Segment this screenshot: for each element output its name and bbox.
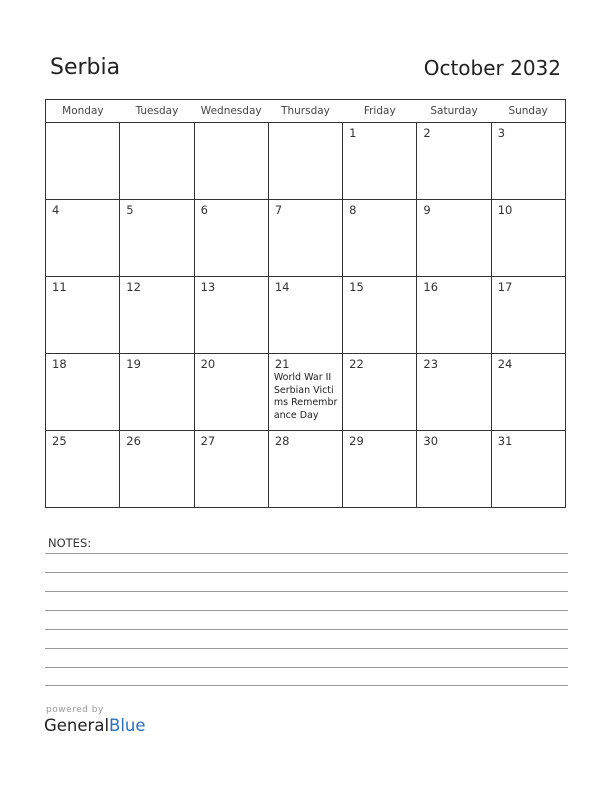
day-cell [343, 277, 417, 354]
calendar-grid [45, 99, 566, 508]
day-cell [120, 200, 194, 277]
day-number: 26 [126, 434, 141, 448]
day-cell [491, 123, 565, 200]
weekday-header: Friday [343, 100, 417, 123]
day-number: 17 [497, 280, 513, 294]
day-cell [46, 200, 120, 277]
day-number: 4 [52, 203, 60, 217]
day-number: 1 [349, 126, 357, 140]
day-number: 10 [497, 203, 513, 217]
day-number: 5 [126, 203, 134, 217]
week-row [46, 200, 566, 277]
empty-day-cell [46, 123, 120, 200]
day-number: 2 [423, 126, 431, 140]
day-cell [491, 354, 565, 431]
day-cell [268, 354, 342, 431]
day-number: 8 [349, 203, 357, 217]
day-cell [491, 277, 565, 354]
day-cell [194, 277, 268, 354]
day-cell [491, 431, 565, 508]
day-number: 21 [274, 357, 290, 371]
day-number: 24 [497, 357, 513, 371]
day-cell [343, 200, 417, 277]
notes-label: NOTES: [48, 536, 92, 550]
powered-by-text: powered by [46, 705, 104, 715]
day-cell [417, 354, 491, 431]
week-row [46, 123, 566, 200]
day-number: 6 [200, 203, 208, 217]
day-cell [46, 431, 120, 508]
day-cell [268, 277, 342, 354]
note-line [45, 572, 568, 573]
day-number: 12 [126, 280, 141, 294]
weekday-header: Saturday [417, 100, 491, 123]
day-cell [120, 277, 194, 354]
month-year-title: October 2032 [423, 56, 561, 80]
day-number: 20 [200, 357, 216, 371]
day-cell [46, 354, 120, 431]
generalblue-logo [44, 716, 146, 735]
weekday-header: Sunday [491, 100, 565, 123]
day-cell [268, 431, 342, 508]
day-number: 31 [497, 434, 513, 448]
day-number: 14 [274, 280, 290, 294]
day-number: 30 [423, 434, 439, 448]
day-cell [194, 431, 268, 508]
day-number: 15 [349, 280, 364, 294]
weekday-header: Wednesday [194, 100, 268, 123]
week-row [46, 354, 566, 431]
holiday-label: World War II Serbian Victims Remembrance Day [273, 372, 338, 421]
day-cell [417, 123, 491, 200]
day-number: 29 [349, 434, 364, 448]
day-cell [417, 200, 491, 277]
day-cell [417, 277, 491, 354]
note-line [45, 629, 568, 630]
day-cell [343, 123, 417, 200]
day-number: 23 [423, 357, 439, 371]
day-number: 9 [423, 203, 431, 217]
day-cell [120, 354, 194, 431]
week-row [46, 277, 566, 354]
empty-day-cell [194, 123, 268, 200]
day-cell [268, 200, 342, 277]
note-line [45, 685, 568, 686]
day-cell [120, 431, 194, 508]
day-number: 22 [349, 357, 364, 371]
note-line [45, 648, 568, 649]
day-number: 7 [274, 203, 283, 217]
weekday-header: Thursday [268, 100, 342, 123]
day-number: 28 [274, 434, 290, 448]
day-number: 11 [52, 280, 67, 294]
day-number: 19 [126, 357, 141, 371]
note-line [45, 553, 568, 554]
note-line [45, 591, 568, 592]
empty-day-cell [268, 123, 342, 200]
day-number: 27 [200, 434, 216, 448]
empty-day-cell [120, 123, 194, 200]
week-row [46, 431, 566, 508]
note-line [45, 667, 568, 668]
day-cell [194, 354, 268, 431]
note-line [45, 610, 568, 611]
day-cell [417, 431, 491, 508]
day-number: 16 [423, 280, 439, 294]
brand-general: General [44, 716, 110, 735]
day-cell [46, 277, 120, 354]
day-cell [194, 200, 268, 277]
brand-blue: Blue [109, 716, 146, 735]
weekday-header: Tuesday [120, 100, 194, 123]
day-number: 18 [52, 357, 67, 371]
day-number: 25 [52, 434, 67, 448]
day-number: 3 [497, 126, 506, 140]
weekday-header-row [46, 100, 566, 123]
day-cell [343, 354, 417, 431]
day-cell [491, 200, 565, 277]
weekday-header: Monday [46, 100, 120, 123]
day-number: 13 [200, 280, 216, 294]
country-title: Serbia [50, 55, 121, 80]
day-cell [343, 431, 417, 508]
